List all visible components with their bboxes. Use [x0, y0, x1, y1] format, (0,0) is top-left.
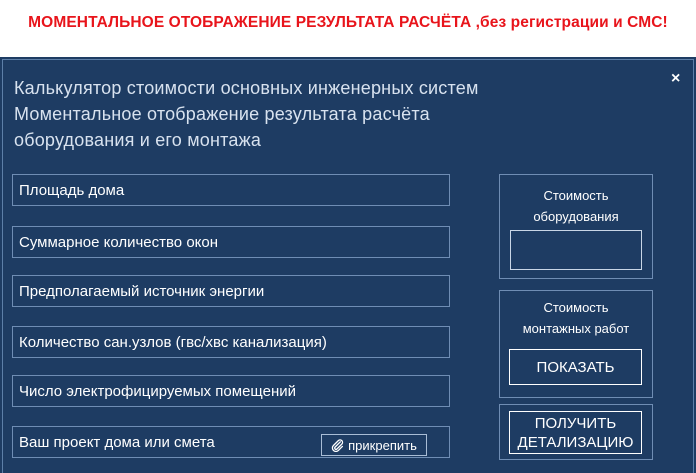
project-upload-field: Ваш проект дома или смета — [12, 426, 450, 458]
get-details-line-2: ДЕТАЛИЗАЦИЮ — [517, 434, 634, 451]
windows-count-field[interactable]: Суммарное количество окон — [12, 226, 450, 258]
show-button[interactable]: ПОКАЗАТЬ — [509, 349, 642, 385]
get-details-line-1: ПОЛУЧИТЬ — [534, 415, 617, 432]
paperclip-icon — [331, 439, 344, 452]
attach-label: прикрепить — [348, 437, 417, 453]
detail-panel — [499, 404, 653, 460]
bathrooms-field[interactable]: Количество сан.узлов (гвс/хвс канализация) — [12, 326, 450, 358]
installation-cost-label-1: Стоимость — [543, 300, 609, 315]
get-details-button[interactable] — [509, 411, 642, 454]
house-area-field[interactable]: Площадь дома — [12, 174, 450, 206]
installation-cost-label-2: монтажных работ — [522, 321, 630, 336]
heading-line-2: Моментальное отображение результата расчёта — [14, 104, 430, 124]
modal-heading — [14, 75, 479, 153]
equipment-cost-panel — [499, 174, 653, 279]
rooms-field[interactable]: Число электрофицируемых помещений — [12, 375, 450, 407]
equipment-cost-label-2: оборудования — [533, 209, 619, 224]
heading-line-1: Калькулятор стоимости основных инженерных систем — [14, 78, 479, 98]
equipment-cost-label-1: Стоимость — [543, 188, 609, 203]
close-icon[interactable]: × — [671, 70, 681, 87]
equipment-cost-value — [510, 230, 642, 270]
attach-button[interactable] — [321, 434, 427, 456]
installation-cost-panel — [499, 290, 653, 398]
heading-line-3: оборудования и его монтажа — [14, 130, 262, 150]
energy-source-field[interactable]: Предполагаемый источник энергии — [12, 275, 450, 307]
promo-banner: МОМЕНТАЛЬНОЕ ОТОБРАЖЕНИЕ РЕЗУЛЬТАТА РАСЧЁТА ,без регистрации и СМС! — [28, 14, 668, 31]
